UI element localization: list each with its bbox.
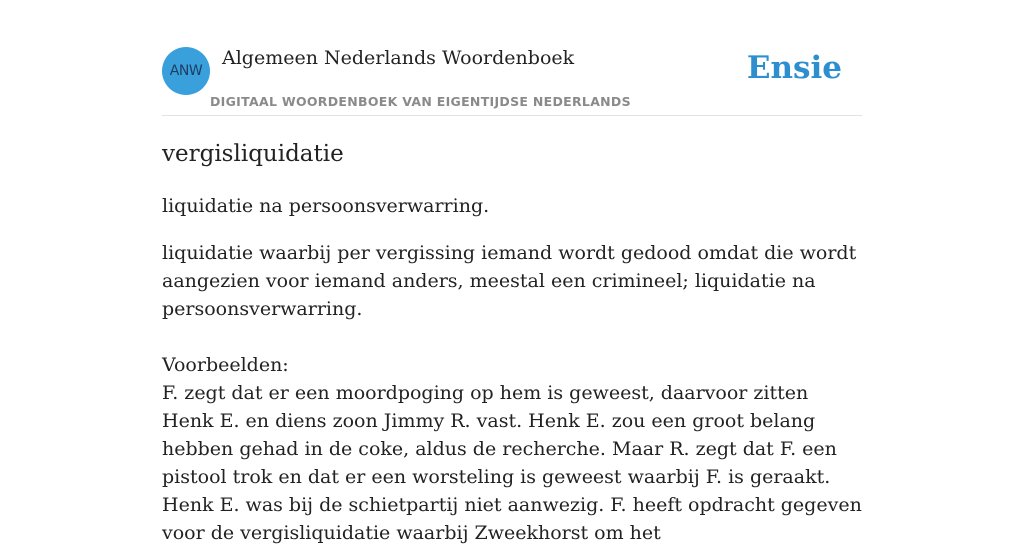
entry-content [162, 138, 862, 547]
site-header [162, 46, 862, 116]
entry-headword: vergisliquidatie [162, 141, 344, 167]
site-title[interactable]: Algemeen Nederlands Woordenboek [222, 47, 575, 69]
long-definition: liquidatie waarbij per vergissing iemand wordt gedood omdat die wordt aangezien voor iemand anders, meestal een crimineel; liquidatie na persoonsverwarring. [162, 242, 857, 320]
examples-label: Voorbeelden: [162, 354, 289, 376]
short-definition: liquidatie na persoonsverwarring. [162, 195, 490, 217]
site-subtitle: DIGITAAL WOORDENBOEK VAN EIGENTIJDSE NEDERLANDS [210, 94, 631, 109]
anw-logo[interactable]: ANW [162, 47, 210, 95]
ensie-brand-logo[interactable]: Ensie [746, 50, 842, 86]
header-divider [162, 115, 862, 116]
example-text: F. zegt dat er een moordpoging op hem is geweest, daarvoor zitten Henk E. en diens zoon Jimmy R. vast. Henk E. zou een groot belang hebben gehad in de coke, aldus de recherche. Maar R. zegt dat F. een pistool trok en dat er een worsteling is geweest waarbij F. is geraakt. Henk E. was bij de schietpartij niet aanwezig. F. heeft opdracht gegeven voor de vergisliquidatie waarbij Zweekhorst om het [162, 382, 862, 544]
